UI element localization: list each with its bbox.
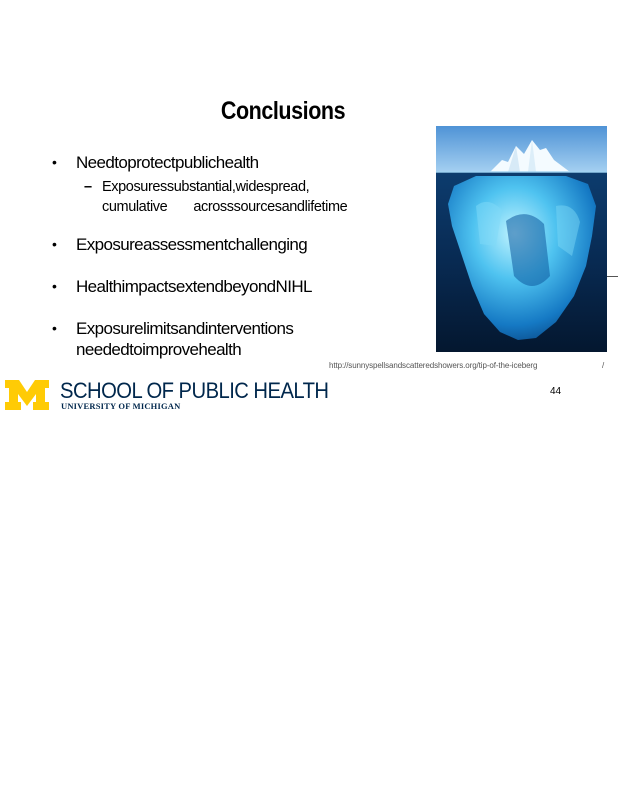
sub-bullet-item xyxy=(84,177,392,217)
bullet-list xyxy=(52,152,392,360)
page-number: 44 xyxy=(550,386,562,397)
block-m-icon xyxy=(5,380,49,410)
bullet-dot: • xyxy=(52,154,57,170)
bullet-dot: • xyxy=(52,278,57,294)
bullet-item xyxy=(52,152,392,173)
sub-bullet-line1: Exposuressubstantial,widespread, xyxy=(102,179,310,195)
divider-line xyxy=(607,276,618,277)
bullet-item xyxy=(52,234,392,255)
logo-school-text: SCHOOL OF PUBLIC HEALTH xyxy=(60,378,329,403)
bullet-text: Needtoprotectpublichealth xyxy=(76,153,259,172)
iceberg-image xyxy=(436,126,607,352)
slide-title: Conclusions xyxy=(220,97,346,125)
bullet-dot: • xyxy=(52,236,57,252)
logo-university-text: UNIVERSITY OF MICHIGAN xyxy=(61,401,181,411)
bullet-text: Exposureassessmentchallenging xyxy=(76,235,308,254)
image-credit-link[interactable]: http://sunnyspellsandscatteredshowers.org/tip-of-the-iceberg xyxy=(329,361,538,370)
umich-sph-logo xyxy=(5,378,329,412)
sub-bullet-dash: – xyxy=(84,179,92,195)
bullet-text: HealthimpactsextendbeyondNIHL xyxy=(76,277,312,296)
bullet-text: Exposurelimitsandinterventions xyxy=(76,319,294,338)
bullet-item xyxy=(52,276,392,297)
image-credit-slash: / xyxy=(602,361,605,370)
bullet-dot: • xyxy=(52,320,57,336)
sub-bullet-line2b: acrosssourcesandlifetime xyxy=(193,199,348,215)
bullet-text-line2: neededtoimprovehealth xyxy=(76,340,242,359)
bullet-item xyxy=(52,318,392,360)
sub-bullet-line2a: cumulative xyxy=(102,199,168,215)
